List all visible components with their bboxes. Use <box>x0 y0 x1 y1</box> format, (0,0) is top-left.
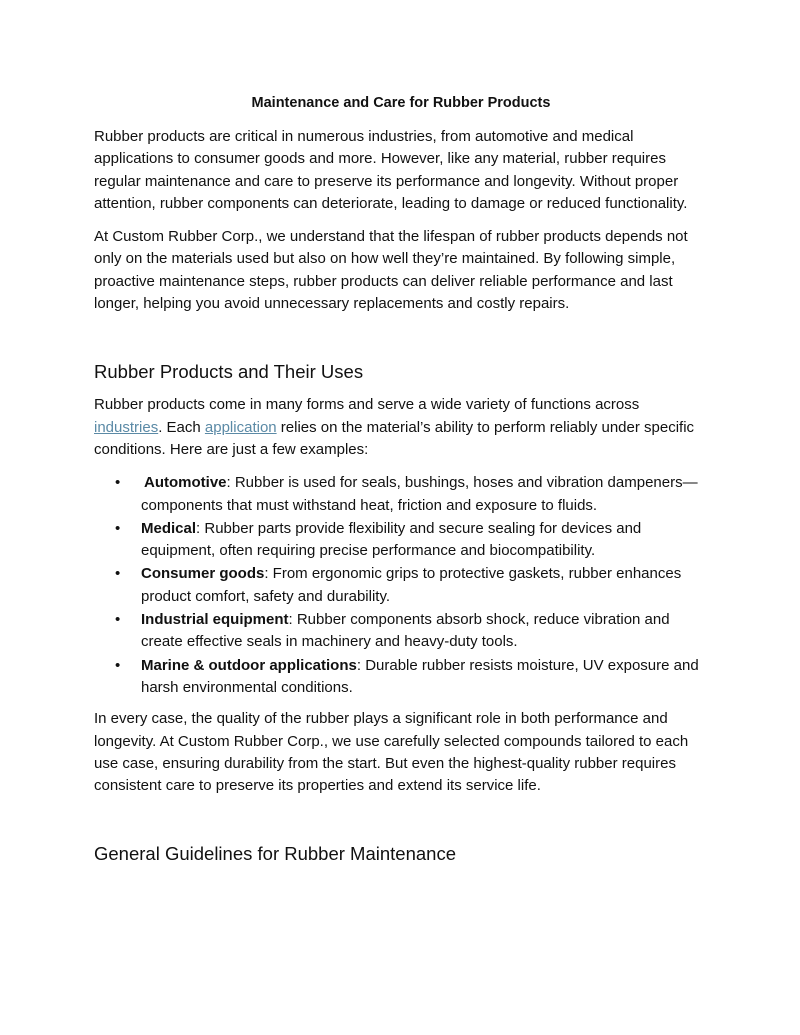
application-link[interactable]: application <box>204 418 277 436</box>
uses-bullet-list <box>94 472 708 699</box>
uses-intro-text-3: relies on the material’s ability to perform reliably under specific conditions. Here are just a few examples: <box>94 418 695 458</box>
bullet-icon: • <box>115 656 121 674</box>
industries-link[interactable]: industries <box>94 418 159 436</box>
uses-intro-text-2: . Each <box>158 418 205 436</box>
bullet-icon: • <box>115 519 121 537</box>
bullet-item-medical <box>94 518 708 563</box>
bullet-icon: • <box>115 611 121 629</box>
document-title: Maintenance and Care for Rubber Products <box>251 95 551 111</box>
section-heading-general-guidelines: General Guidelines for Rubber Maintenance <box>94 843 456 865</box>
uses-intro-paragraph <box>94 394 708 461</box>
bullet-text: : Durable rubber resists moisture, UV exposure and harsh environmental conditions. <box>141 656 699 696</box>
intro-paragraph-1: Rubber products are critical in numerous industries, from automotive and medical applications to consumer goods and more. However, like any material, rubber requires regular maintenance and care to preserve its performance and longevity. Without proper attention, rubber components can deteriorate, leading to damage or reduced functionality. <box>94 128 688 212</box>
bullet-term: Automotive <box>144 474 227 492</box>
bullet-text: : Rubber components absorb shock, reduce vibration and create effective seals in machinery and heavy-duty tools. <box>141 611 670 651</box>
bullet-item-consumer-goods <box>94 563 708 608</box>
bullet-term: Industrial equipment <box>141 611 289 629</box>
document-page <box>94 92 708 876</box>
bullet-term: Marine & outdoor applications <box>141 656 357 674</box>
bullet-term: Consumer goods <box>141 565 265 583</box>
uses-intro-text-1: Rubber products come in many forms and serve a wide variety of functions across <box>94 396 640 414</box>
bullet-icon: • <box>115 565 121 583</box>
intro-paragraph-2: At Custom Rubber Corp., we understand that the lifespan of rubber products depends not only on the materials used but also on how well they’re maintained. By following simple, proactive maintenance steps, rubber products can deliver reliable performance and last longer, helping you avoid unnecessary replacements and costly repairs. <box>94 228 688 313</box>
section-heading-uses: Rubber Products and Their Uses <box>94 361 364 383</box>
bullet-term: Medical <box>141 519 197 537</box>
bullet-text: : Rubber is used for seals, bushings, hoses and vibration dampeners—components that must withstand heat, friction and exposure to fluids. <box>141 474 698 514</box>
bullet-item-industrial-equipment <box>94 609 708 654</box>
bullet-text: : From ergonomic grips to protective gaskets, rubber enhances product comfort, safety and durability. <box>141 565 682 605</box>
bullet-icon: • <box>115 474 121 492</box>
bullet-item-automotive <box>94 472 708 517</box>
bullet-text: : Rubber parts provide flexibility and secure sealing for devices and equipment, often requiring precise performance and biocompatibility. <box>141 519 642 560</box>
uses-closing-paragraph: In every case, the quality of the rubber plays a significant role in both performance and longevity. At Custom Rubber Corp., we use carefully selected compounds tailored to each use case, ensuring durability from the start. But even the highest-quality rubber requires consistent care to preserve its properties and extend its service life. <box>94 710 689 795</box>
bullet-item-marine-outdoor <box>94 655 708 700</box>
